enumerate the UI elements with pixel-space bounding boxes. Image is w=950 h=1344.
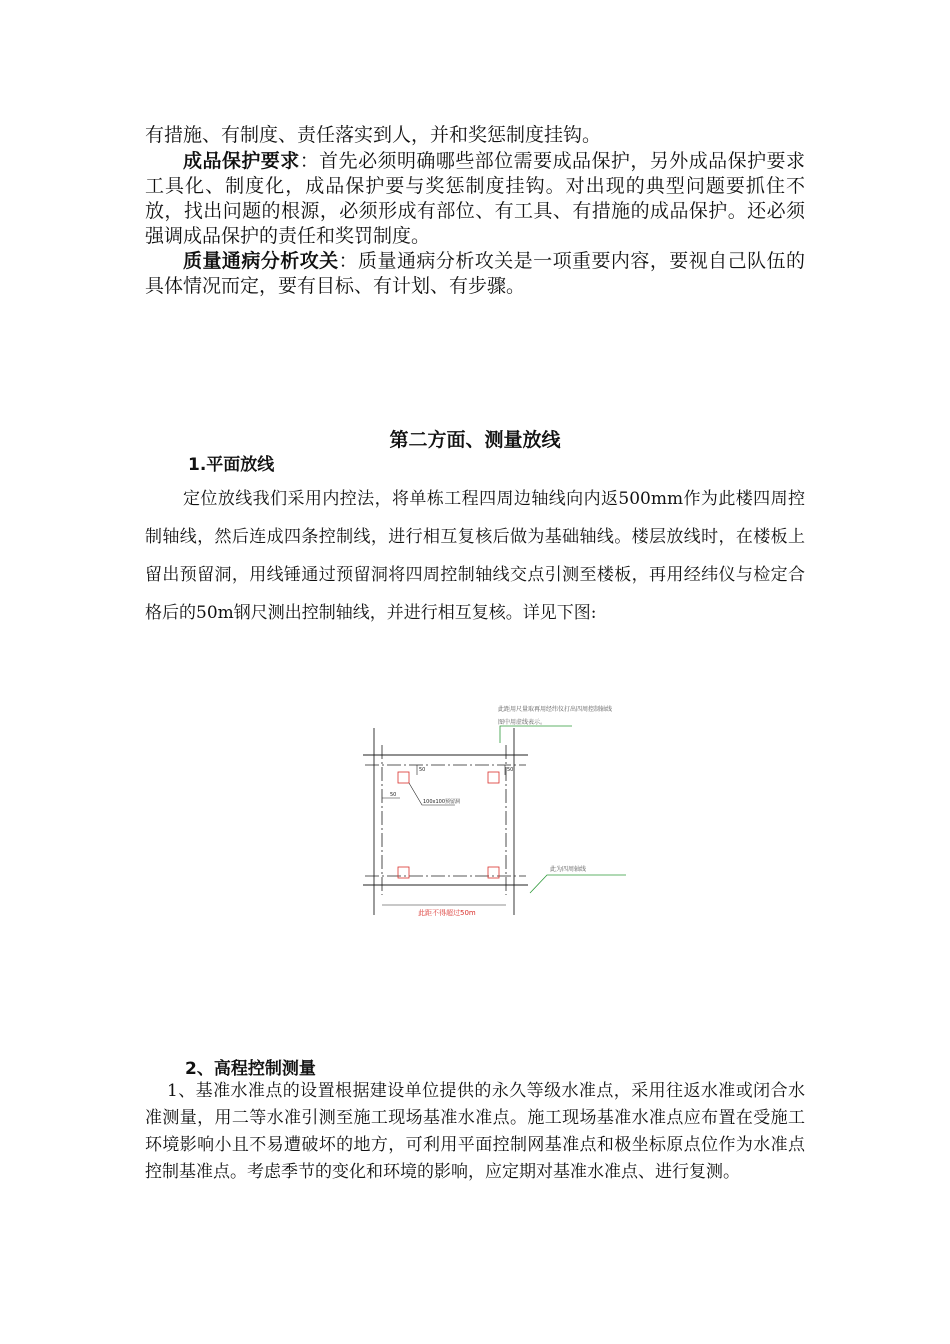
dim-label-b: 50: [507, 767, 514, 773]
subheading-plane-layout: 1.平面放线: [188, 455, 275, 475]
paragraph-quality-defects: [145, 249, 805, 299]
paragraph-plane-layout: 定位放线我们采用内控法，将单栋工程四周边轴线向内返500mm作为此楼四周控制轴线，然后连成四条控制线，进行相互复核后做为基础轴线。楼层放线时，在楼板上留出预留洞，用线锤通过预留洞将四周控制轴线交点引测至楼板，再用经纬仪与检定合格后的50m钢尺测出控制轴线，并进行相互复核。详见下图:: [145, 489, 805, 623]
subheading-elevation-control: 2、高程控制测量: [185, 1059, 316, 1079]
axis-label: 此为四周轴线: [550, 866, 587, 873]
leader-line-top: [500, 726, 572, 743]
reserved-hole-tl: [398, 772, 409, 783]
paragraph-product-protection: [145, 149, 805, 249]
dim-label-a: 50: [419, 767, 426, 773]
text-quality-defects: ：质量通病分析攻关是一项重要内容，要视自己队伍的具体情况而定，要有目标、有计划、有步骤。: [145, 250, 805, 297]
layout-diagram: [360, 695, 660, 920]
leader-line-axis: [530, 875, 626, 893]
label-product-protection: 成品保护要求: [183, 150, 300, 172]
label-quality-defects: 质量通病分析攻关: [183, 250, 339, 272]
reserved-hole-tr: [488, 772, 499, 783]
diagram-note-top-2: 图中用虚线表示。: [498, 719, 547, 726]
diagram-note-top-1: 此距用尺量取再用经纬仪打出四周控制轴线: [498, 706, 613, 713]
hole-label: 100x100预留洞: [423, 799, 461, 805]
section-heading: 第二方面、测量放线: [389, 429, 561, 451]
paragraph-elevation-control: 1、基准水准点的设置根据建设单位提供的永久等级水准点，采用往返水准或闭合水准测量，用二等水准引测至施工现场基准水准点。施工现场基准水准点应布置在受施工环境影响小且不易遭破坏的地方，可利用平面控制网基准点和极坐标原点位作为水准点控制基准点。考虑季节的变化和环境的影响，应定期对基准水准点、进行复测。: [145, 1081, 805, 1182]
text-line-1: 有措施、有制度、责任落实到人，并和奖惩制度挂钩。: [145, 124, 602, 146]
dim-label-offset: 50: [390, 792, 397, 798]
text-product-protection: ：首先必须明确哪些部位需要成品保护，另外成品保护要求工具化、制度化，成品保护要与奖惩制度挂钩。对出现的典型问题要抓住不放，找出问题的根源，必须形成有部位、有工具、有措施的成品保护。还必须强调成品保护的责任和奖罚制度。: [145, 150, 805, 247]
bottom-label: 此距不得超过50m: [418, 909, 476, 917]
